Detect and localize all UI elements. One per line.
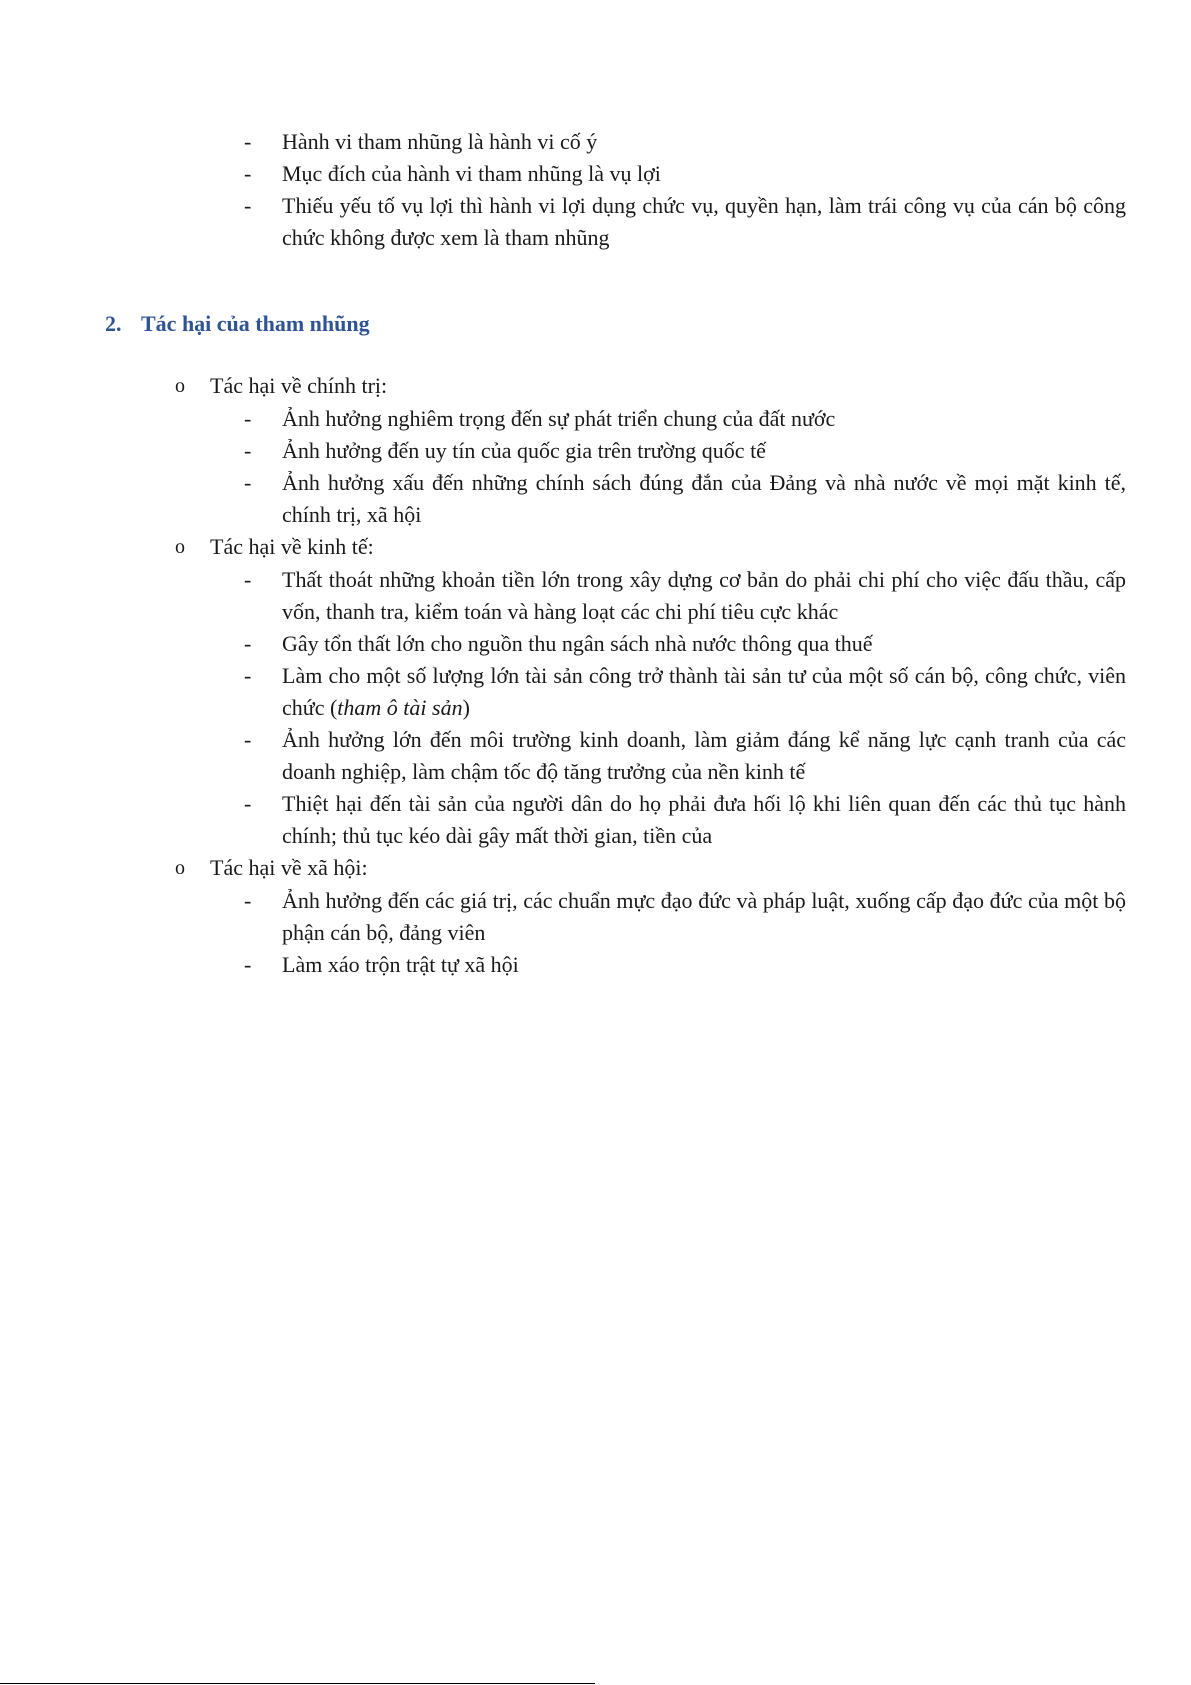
list-item-text: Thiếu yếu tố vụ lợi thì hành vi lợi dụng chức vụ, quyền hạn, làm trái công vụ của cán bộ công chức không được xem là tham nhũng xyxy=(282,193,1126,250)
list-item-text: Mục đích của hành vi tham nhũng là vụ lợi xyxy=(282,161,661,186)
list-item-text: Thất thoát những khoản tiền lớn trong xây dựng cơ bản do phải chi phí cho việc đấu thầu, cấp vốn, thanh tra, kiểm toán và hàng loạt các chi phí tiêu cực khác xyxy=(282,567,1126,624)
dash-bullet: - xyxy=(244,129,252,154)
list-item xyxy=(0,724,1191,788)
section-title: Tác hại của tham nhũng xyxy=(141,311,370,336)
list-item xyxy=(0,435,1191,467)
circle-bullet: o xyxy=(175,857,185,879)
closing-paren: ) xyxy=(462,695,470,720)
list-item xyxy=(0,403,1191,435)
dash-bullet: - xyxy=(244,193,252,218)
group-economy xyxy=(0,531,1191,852)
group-society xyxy=(0,852,1191,981)
dash-bullet: - xyxy=(244,406,252,431)
list-item xyxy=(0,190,1191,254)
list-item xyxy=(0,158,1191,190)
group-title-text: Tác hại về chính trị: xyxy=(210,373,388,398)
dash-bullet: - xyxy=(244,161,252,186)
harm-groups xyxy=(0,370,1191,981)
list-item-text: Ảnh hưởng nghiêm trọng đến sự phát triển chung của đất nước xyxy=(282,406,836,431)
society-list xyxy=(0,885,1191,981)
dash-bullet: - xyxy=(244,888,252,913)
list-item-text: Làm cho một số lượng lớn tài sản công trở thành tài sản tư của một số cán bộ, công chức, viên chức ( xyxy=(282,663,1126,720)
circle-bullet: o xyxy=(175,375,185,397)
list-item-text: Hành vi tham nhũng là hành vi cố ý xyxy=(282,129,598,154)
dash-bullet: - xyxy=(244,567,252,592)
group-title-text: Tác hại về kinh tế: xyxy=(210,534,374,559)
list-item xyxy=(0,949,1191,981)
list-item-text: Gây tổn thất lớn cho nguồn thu ngân sách nhà nước thông qua thuế xyxy=(282,631,873,656)
list-item xyxy=(0,564,1191,628)
list-item xyxy=(0,788,1191,852)
list-item xyxy=(0,885,1191,949)
list-item-text: Thiệt hại đến tài sản của người dân do họ phải đưa hối lộ khi liên quan đến các thủ tục hành chính; thủ tục kéo dài gây mất thời gian, tiền của xyxy=(282,791,1126,848)
dash-bullet: - xyxy=(244,470,252,495)
list-item-text: Làm xáo trộn trật tự xã hội xyxy=(282,952,519,977)
dash-bullet: - xyxy=(244,631,252,656)
economy-list xyxy=(0,564,1191,852)
section-heading xyxy=(105,308,370,340)
group-title xyxy=(0,531,1191,563)
dash-bullet: - xyxy=(244,663,252,688)
list-item xyxy=(0,628,1191,660)
dash-bullet: - xyxy=(244,791,252,816)
circle-bullet: o xyxy=(175,536,185,558)
group-title-text: Tác hại về xã hội: xyxy=(210,855,368,880)
list-item xyxy=(0,467,1191,531)
intro-list xyxy=(0,126,1191,254)
italic-phrase: tham ô tài sản xyxy=(337,695,463,720)
politics-list xyxy=(0,403,1191,531)
list-item-text: Ảnh hưởng đến uy tín của quốc gia trên trường quốc tế xyxy=(282,438,766,463)
dash-bullet: - xyxy=(244,952,252,977)
list-item-text: Ảnh hưởng lớn đến môi trường kinh doanh, làm giảm đáng kể năng lực cạnh tranh của các doanh nghiệp, làm chậm tốc độ tăng trưởng của nền kinh tế xyxy=(282,727,1126,784)
list-item xyxy=(0,126,1191,158)
list-item-text: Ảnh hưởng xấu đến những chính sách đúng đắn của Đảng và nhà nước về mọi mặt kinh tế, chính trị, xã hội xyxy=(282,470,1126,527)
group-title xyxy=(0,852,1191,884)
dash-bullet: - xyxy=(244,727,252,752)
group-title xyxy=(0,370,1191,402)
list-item xyxy=(0,660,1191,724)
section-number: 2. xyxy=(105,311,122,336)
footer-rule xyxy=(0,1683,595,1684)
list-item-text: Ảnh hưởng đến các giá trị, các chuẩn mực đạo đức và pháp luật, xuống cấp đạo đức của một bộ phận cán bộ, đảng viên xyxy=(282,888,1126,945)
group-politics xyxy=(0,370,1191,531)
dash-bullet: - xyxy=(244,438,252,463)
